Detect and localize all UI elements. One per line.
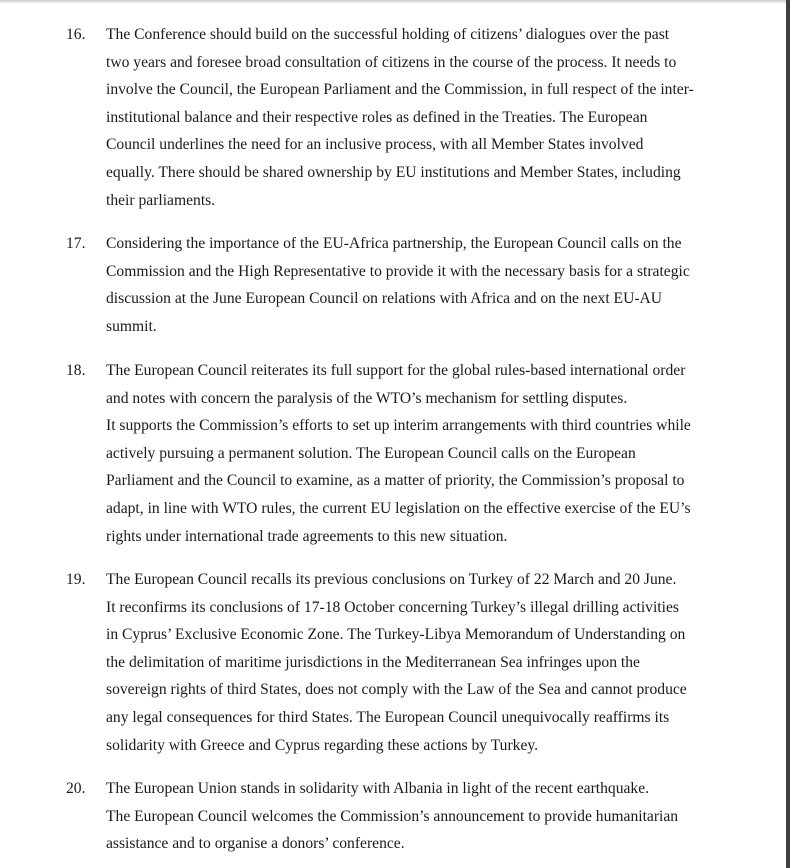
text-line: Parliament and the Council to examine, as a matter of priority, the Commission’s proposal to	[106, 472, 685, 490]
paragraph-number: 19.	[66, 571, 86, 588]
text-line: It reconfirms its conclusions of 17-18 October concerning Turkey’s illegal drilling activities	[106, 598, 679, 616]
text-line: The European Council reiterates its full support for the global rules-based international order	[106, 362, 686, 379]
text-line: Council underlines the need for an inclusive process, with all Member States involved	[106, 136, 644, 154]
text-line: any legal consequences for third States. The European Council unequivocally reaffirms its	[106, 708, 670, 726]
text-line: involve the Council, the European Parliament and the Commission, in full respect of the inter-	[106, 81, 694, 99]
text-line: and notes with concern the paralysis of the WTO’s mechanism for settling disputes.	[106, 389, 628, 407]
text-line: rights under international trade agreements to this new situation.	[106, 527, 508, 545]
viewer-right-edge	[786, 0, 790, 868]
paragraph-20	[66, 775, 726, 858]
paragraph-text	[106, 566, 726, 759]
text-line: equally. There should be shared ownership by EU institutions and Member States, including	[106, 163, 681, 181]
paragraph-number: 18.	[66, 362, 86, 379]
paragraph-text	[106, 357, 726, 550]
text-line: solidarity with Greece and Cyprus regarding these actions by Turkey.	[106, 736, 539, 754]
text-line: actively pursuing a permanent solution. The European Council calls on the European	[106, 444, 636, 462]
paragraph-number: 17.	[66, 235, 86, 252]
text-line: in Cyprus’ Exclusive Economic Zone. The Turkey-Libya Memorandum of Understanding on	[106, 626, 686, 644]
text-line: their parliaments.	[106, 191, 216, 209]
text-line: adapt, in line with WTO rules, the current EU legislation on the effective exercise of the EU’s	[106, 499, 691, 517]
text-line: summit.	[106, 317, 157, 335]
text-line: the delimitation of maritime jurisdictions in the Mediterranean Sea infringes upon the	[106, 653, 640, 671]
text-line: The European Council recalls its previous conclusions on Turkey of 22 March and 20 June.	[106, 571, 677, 588]
paragraph-text	[106, 230, 726, 340]
text-line: The Conference should build on the successful holding of citizens’ dialogues over the past	[106, 26, 670, 43]
text-line: discussion at the June European Council on relations with Africa and on the next EU-AU	[106, 290, 663, 308]
text-line: two years and foresee broad consultation of citizens in the course of the process. It needs to	[106, 53, 677, 71]
text-line: It supports the Commission’s efforts to set up interim arrangements with third countries while	[106, 417, 691, 435]
text-line: The European Union stands in solidarity with Albania in light of the recent earthquake.	[106, 780, 650, 797]
paragraph-number: 20.	[66, 780, 86, 797]
text-line: The European Council welcomes the Commission’s announcement to provide humanitarian	[106, 807, 679, 825]
paragraph-18	[66, 357, 726, 550]
text-line: Commission and the High Representative to provide it with the necessary basis for a strategic	[106, 262, 690, 280]
paragraph-16	[66, 21, 726, 214]
text-line: assistance and to organise a donors’ conference.	[106, 835, 405, 853]
text-line: institutional balance and their respective roles as defined in the Treaties. The European	[106, 108, 648, 126]
paragraph-17	[66, 230, 726, 340]
text-line: Considering the importance of the EU-Africa partnership, the European Council calls on the	[106, 235, 682, 252]
paragraph-number: 16.	[66, 26, 86, 43]
text-line: sovereign rights of third States, does not comply with the Law of the Sea and cannot produce	[106, 681, 687, 699]
paragraph-text	[106, 21, 726, 214]
paragraph-19	[66, 566, 726, 759]
paragraph-text	[106, 775, 726, 858]
